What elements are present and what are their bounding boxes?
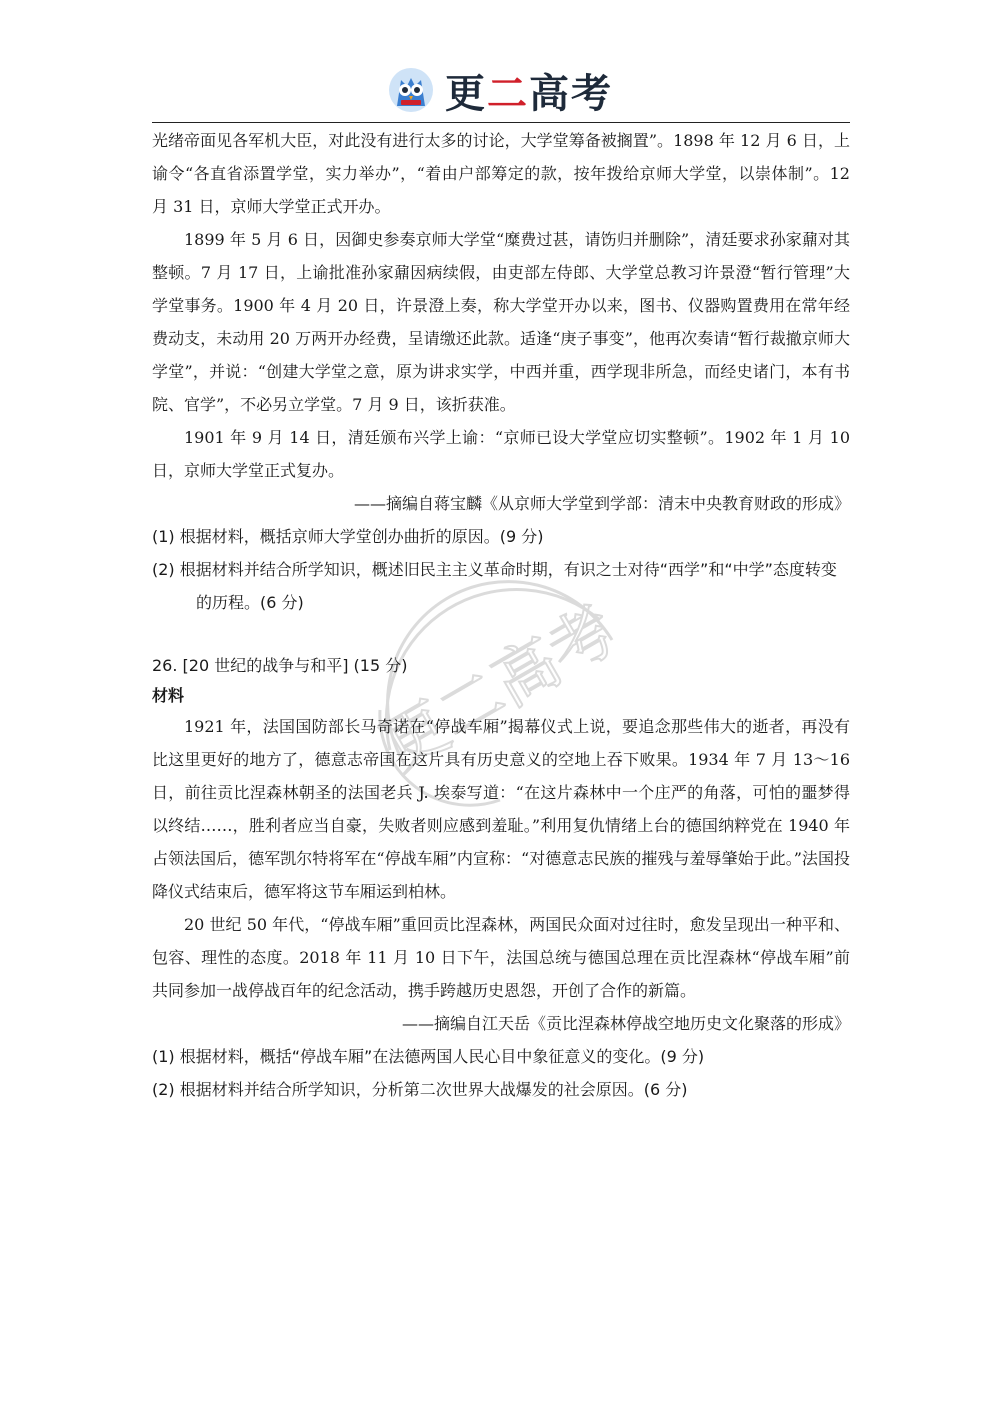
watermark-text: 更二高考 (370, 593, 629, 786)
question-item: (1) 根据材料，概括“停战车厢”在法德两国人民心目中象征意义的变化。(9 分) (152, 1047, 705, 1066)
header-divider (152, 122, 850, 123)
exam-content (152, 124, 850, 1106)
material-paragraph: 1901 年 9 月 14 日，清廷颁布兴学上谕：“京师已设大学堂应切实整顿”。1902 年 1 月 10 日，京师大学堂正式复办。 (152, 428, 850, 480)
question-item: (1) 根据材料，概括京师大学堂创办曲折的原因。(9 分) (152, 527, 544, 546)
question-item: (2) 根据材料并结合所学知识，分析第二次世界大战爆发的社会原因。(6 分) (152, 1080, 688, 1099)
brand-logo (387, 62, 613, 119)
owl-icon (387, 66, 435, 114)
material-source: ——摘编自蒋宝麟《从京师大学堂到学部：清末中央教育财政的形成》 (353, 494, 850, 513)
material-paragraph: 20 世纪 50 年代，“停战车厢”重回贡比涅森林，两国民众面对过往时，愈发呈现出一种平和、包容、理性的态度。2018 年 11 月 10 日下午，法国总统与德国总理在贡比涅森林“停战车厢”前共同参加一战停战百年的纪念活动，携手跨越历史恩怨，开创了合作的新篇。 (152, 915, 850, 1000)
material-paragraph: 1899 年 5 月 6 日，因御史参奏京师大学堂“糜费过甚，请饬归并删除”，清廷要求孙家鼐对其整顿。7 月 17 日，上谕批准孙家鼐因病续假，由吏部左侍郎、大学堂总教习许景澄“暂行管理”大学堂事务。1900 年 4 月 20 日，许景澄上奏，称大学堂开办以来，图书、仪器购置费用在常年经费动支，未动用 20 万两开办经费，呈请缴还此款。适逢“庚子事变”，他再次奏请“暂行裁撤京师大学堂”，并说：“创建大学堂之意，原为讲求实学，中西并重，西学现非所急，而经史诸门，本有书院、官学”，不必另立学堂。7 月 9 日，该折获准。 (152, 230, 850, 414)
material-label: 材料 (152, 686, 185, 705)
brand-name: 更二高考 (445, 70, 613, 117)
material-paragraph: 1921 年，法国国防部长马奇诺在“停战车厢”揭幕仪式上说，要追念那些伟大的逝者，再没有比这里更好的地方了，德意志帝国在这片具有历史意义的空地上吞下败果。1934 年 7 月 13～16 日，前往贡比涅森林朝圣的法国老兵 J. 埃泰写道：“在这片森林中一个庄严的角落，可怕的噩梦得以终结……，胜利者应当自豪，失败者则应感到羞耻。”利用复仇情绪上台的德国纳粹党在 1940 年占领法国后，德军凯尔特将军在“停战车厢”内宣称：“对德意志民族的摧残与羞辱肇始于此。”法国投降仪式结束后，德军将这节车厢运到柏林。 (152, 717, 850, 901)
material-paragraph: 光绪帝面见各军机大臣，对此没有进行太多的讨论，大学堂筹备被搁置”。1898 年 12 月 6 日，上谕令“各直省添置学堂，实力举办”，“着由户部筹定的款，按年拨给京师大学堂，以崇体制”。12 月 31 日，京师大学堂正式开办。 (152, 131, 850, 216)
question-title: 26. [20 世纪的战争与和平] (15 分) (152, 656, 408, 675)
question-item: (2) 根据材料并结合所学知识，概述旧民主主义革命时期，有识之士对待“西学”和“中学”态度转变的历程。(6 分) (152, 560, 837, 612)
page-header (0, 60, 1000, 120)
material-source: ——摘编自江天岳《贡比涅森林停战空地历史文化聚落的形成》 (401, 1014, 850, 1033)
